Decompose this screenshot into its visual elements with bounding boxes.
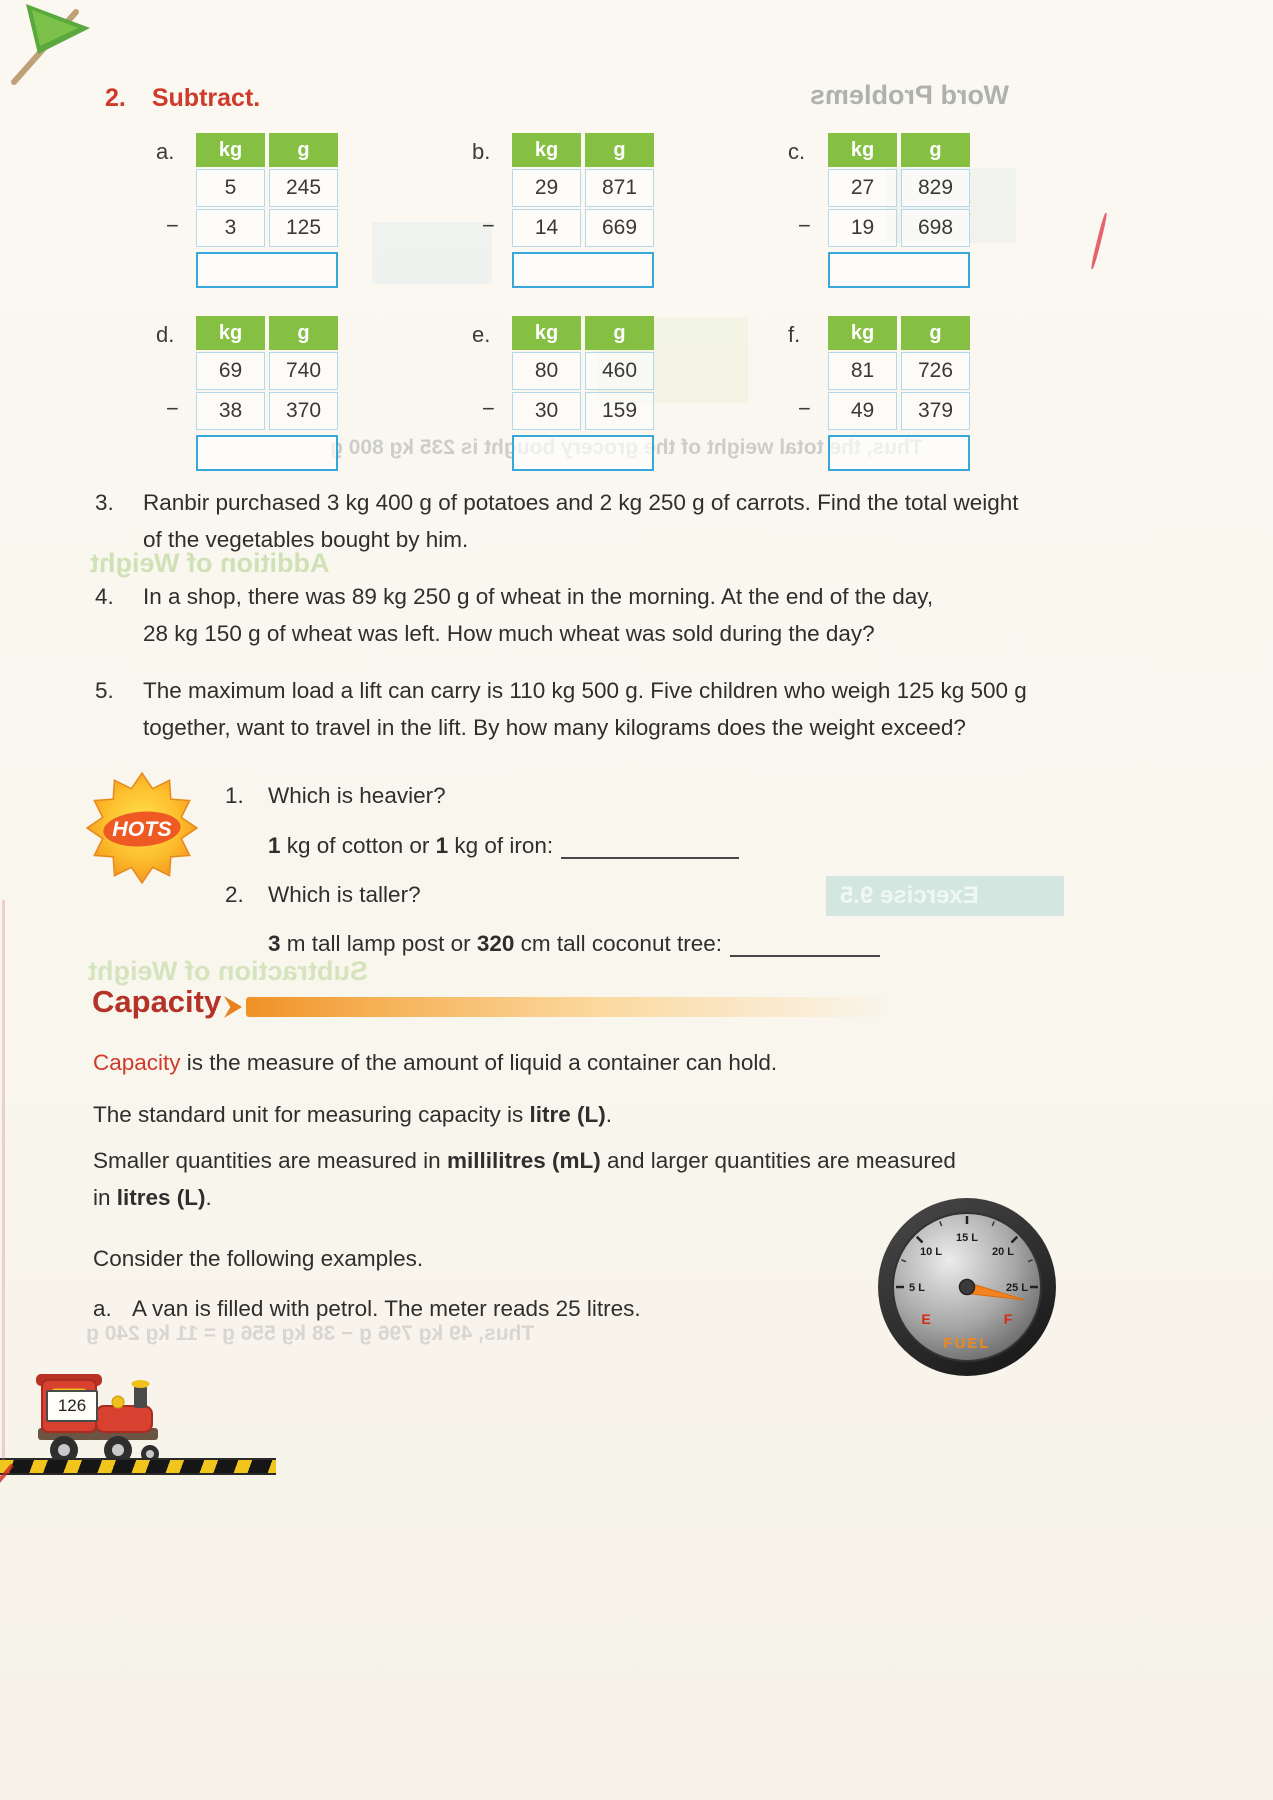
subtrahend-g: 669 (585, 209, 654, 247)
hots-q1-text: kg of iron: (448, 833, 554, 858)
subtrahend-g: 370 (269, 392, 338, 430)
problem-label: a. (156, 139, 175, 164)
answer-box[interactable] (512, 252, 654, 288)
bleed-text: Exercise 9.5 (840, 882, 979, 909)
bleed-text: Word Problems (810, 80, 1010, 110)
subtrahend-g: 379 (901, 392, 970, 430)
hots-badge-label: HOTS (112, 817, 172, 842)
problem-text-line: together, want to travel in the lift. By how many kilograms does the weight exceed? (143, 715, 966, 740)
hots-q2-number: 2. (225, 882, 244, 907)
subtraction-problem-b (472, 133, 654, 288)
hots-q2-question: Which is taller? (268, 882, 421, 907)
capacity-paragraph-1 (93, 1044, 777, 1081)
subtrahend-kg: 49 (828, 392, 897, 430)
litre-term: litre (L) (529, 1102, 606, 1127)
scan-artifact (2, 900, 5, 1460)
capacity-example-a (93, 1290, 641, 1327)
subtrahend-kg: 14 (512, 209, 581, 247)
g-header: g (901, 133, 970, 167)
minuend-g: 726 (901, 352, 970, 390)
answer-blank[interactable] (561, 835, 739, 860)
minuend-g: 829 (901, 169, 970, 207)
hots-badge-icon (86, 772, 198, 884)
hots-q1-bold: 1 (435, 833, 449, 858)
subtrahend-g: 125 (269, 209, 338, 247)
gauge-label-20l: 20 L (991, 1246, 1015, 1258)
hots-q2-bold: 320 (476, 931, 515, 956)
gauge-label-25l: 25 L (1005, 1282, 1029, 1294)
track-strip (0, 1458, 276, 1475)
problem-text-line: In a shop, there was 89 kg 250 g of wheat in the morning. At the end of the day, (143, 584, 934, 609)
problem-label: b. (472, 139, 491, 164)
minus-sign: − (482, 396, 495, 421)
hots-q1 (225, 783, 446, 809)
problem-text-line: of the vegetables bought by him. (143, 527, 469, 552)
minuend-g: 245 (269, 169, 338, 207)
bleed-text: Thus, 49 kg 796 g − 38 kg 556 g = 11 kg 240 g (86, 1322, 535, 1345)
minus-sign: − (798, 213, 811, 238)
hots-q2-answer-line (268, 931, 880, 957)
hots-q2-text: cm tall coconut tree: (514, 931, 722, 956)
subtraction-problem-c (788, 133, 970, 288)
hots-q1-question: Which is heavier? (268, 783, 446, 808)
bleed-text: Addition of Weight (90, 548, 330, 578)
subtraction-problem-f (788, 316, 970, 471)
green-flag-icon (6, 0, 98, 88)
answer-box[interactable] (196, 435, 338, 471)
problem-label: d. (156, 322, 175, 347)
problem-text-line: 28 kg 150 g of wheat was left. How much wheat was sold during the day? (143, 621, 875, 646)
capacity-paragraph-3: Smaller quantities are measured in millilitres (mL) and larger quantities are measured in litres (L). (93, 1148, 956, 1210)
capacity-consider-line: Consider the following examples. (93, 1246, 424, 1271)
example-text: A van is filled with petrol. The meter reads 25 litres. (132, 1296, 641, 1321)
heading-chevron-icon (224, 996, 242, 1018)
hots-q1-answer-line (268, 833, 739, 859)
minuend-kg: 29 (512, 169, 581, 207)
kg-header: kg (512, 133, 581, 167)
subtrahend-kg: 19 (828, 209, 897, 247)
example-label: a. (93, 1296, 112, 1321)
problem-label: c. (788, 139, 806, 164)
g-header: g (269, 133, 338, 167)
litre-term: litres (L) (116, 1185, 206, 1210)
subtrahend-kg: 38 (196, 392, 265, 430)
gauge-label-empty: E (921, 1311, 931, 1327)
subtraction-problem-e (472, 316, 654, 471)
page-number: 126 (46, 1390, 98, 1422)
exercise-heading (105, 84, 260, 113)
word-problem-4 (95, 578, 933, 652)
subtrahend-g: 159 (585, 392, 654, 430)
gauge-title: FUEL (943, 1335, 991, 1352)
exercise-number: 2. (105, 84, 126, 112)
hots-q2-bold: 3 (268, 931, 281, 956)
problem-number: 5. (95, 678, 114, 703)
minuend-kg: 80 (512, 352, 581, 390)
minus-sign: − (166, 213, 179, 238)
minuend-kg: 81 (828, 352, 897, 390)
problem-number: 3. (95, 490, 114, 515)
subtrahend-kg: 30 (512, 392, 581, 430)
hots-q1-bold: 1 (268, 833, 281, 858)
capacity-term: Capacity (93, 1050, 181, 1075)
minuend-kg: 69 (196, 352, 265, 390)
minuend-kg: 5 (196, 169, 265, 207)
minuend-kg: 27 (828, 169, 897, 207)
g-header: g (269, 316, 338, 350)
answer-box[interactable] (828, 435, 970, 471)
problem-label: f. (788, 322, 801, 347)
heading-accent-bar (246, 997, 894, 1017)
kg-header: kg (196, 133, 265, 167)
millilitre-term: millilitres (mL) (446, 1148, 601, 1173)
subtrahend-g: 698 (901, 209, 970, 247)
minus-sign: − (798, 396, 811, 421)
minuend-g: 740 (269, 352, 338, 390)
g-header: g (585, 133, 654, 167)
minus-sign: − (166, 396, 179, 421)
subtraction-problem-a (156, 133, 338, 288)
minuend-g: 460 (585, 352, 654, 390)
gauge-label-full: F (1003, 1311, 1013, 1327)
subtraction-problem-d (156, 316, 338, 471)
kg-header: kg (828, 316, 897, 350)
kg-header: kg (196, 316, 265, 350)
answer-blank[interactable] (730, 933, 880, 958)
kg-header: kg (512, 316, 581, 350)
answer-box[interactable] (512, 435, 654, 471)
gauge-label-15l: 15 L (955, 1232, 979, 1244)
fuel-gauge-icon (876, 1196, 1058, 1378)
problem-text-line: Ranbir purchased 3 kg 400 g of potatoes and 2 kg 250 g of carrots. Find the total weight (143, 490, 1019, 515)
scan-artifact (1090, 212, 1108, 269)
hots-q1-number: 1. (225, 783, 244, 808)
capacity-paragraph-2: The standard unit for measuring capacity is litre (L). (93, 1102, 612, 1127)
minuend-g: 871 (585, 169, 654, 207)
hots-q1-text: kg of cotton or (280, 833, 436, 858)
problem-number: 4. (95, 584, 114, 609)
answer-box[interactable] (828, 252, 970, 288)
bleed-text: total weight of the is 235 kg 800 (348, 436, 824, 459)
hots-q2-text: m tall lamp post or (280, 931, 477, 956)
problem-text-line: The maximum load a lift can carry is 110 kg 500 g. Five children who weigh 125 kg 500 g (143, 678, 1027, 703)
bleed-ghost (372, 222, 492, 284)
hots-q2 (225, 882, 421, 908)
kg-header: kg (828, 133, 897, 167)
problem-label: e. (472, 322, 491, 347)
minus-sign: − (482, 213, 495, 238)
capacity-definition: is the measure of the amount of liquid a container can hold. (180, 1050, 778, 1075)
g-header: g (901, 316, 970, 350)
g-header: g (585, 316, 654, 350)
word-problem-5 (95, 672, 1027, 746)
word-problem-3 (95, 484, 1019, 558)
answer-box[interactable] (196, 252, 338, 288)
gauge-label-10l: 10 L (919, 1246, 943, 1258)
capacity-heading: Capacity (92, 984, 222, 1019)
gauge-label-5l: 5 L (909, 1282, 925, 1294)
exercise-title: Subtract. (151, 84, 261, 112)
bleed-ghost (826, 876, 1064, 916)
bleed-text: Subtraction of Weight (88, 956, 368, 986)
subtrahend-kg: 3 (196, 209, 265, 247)
